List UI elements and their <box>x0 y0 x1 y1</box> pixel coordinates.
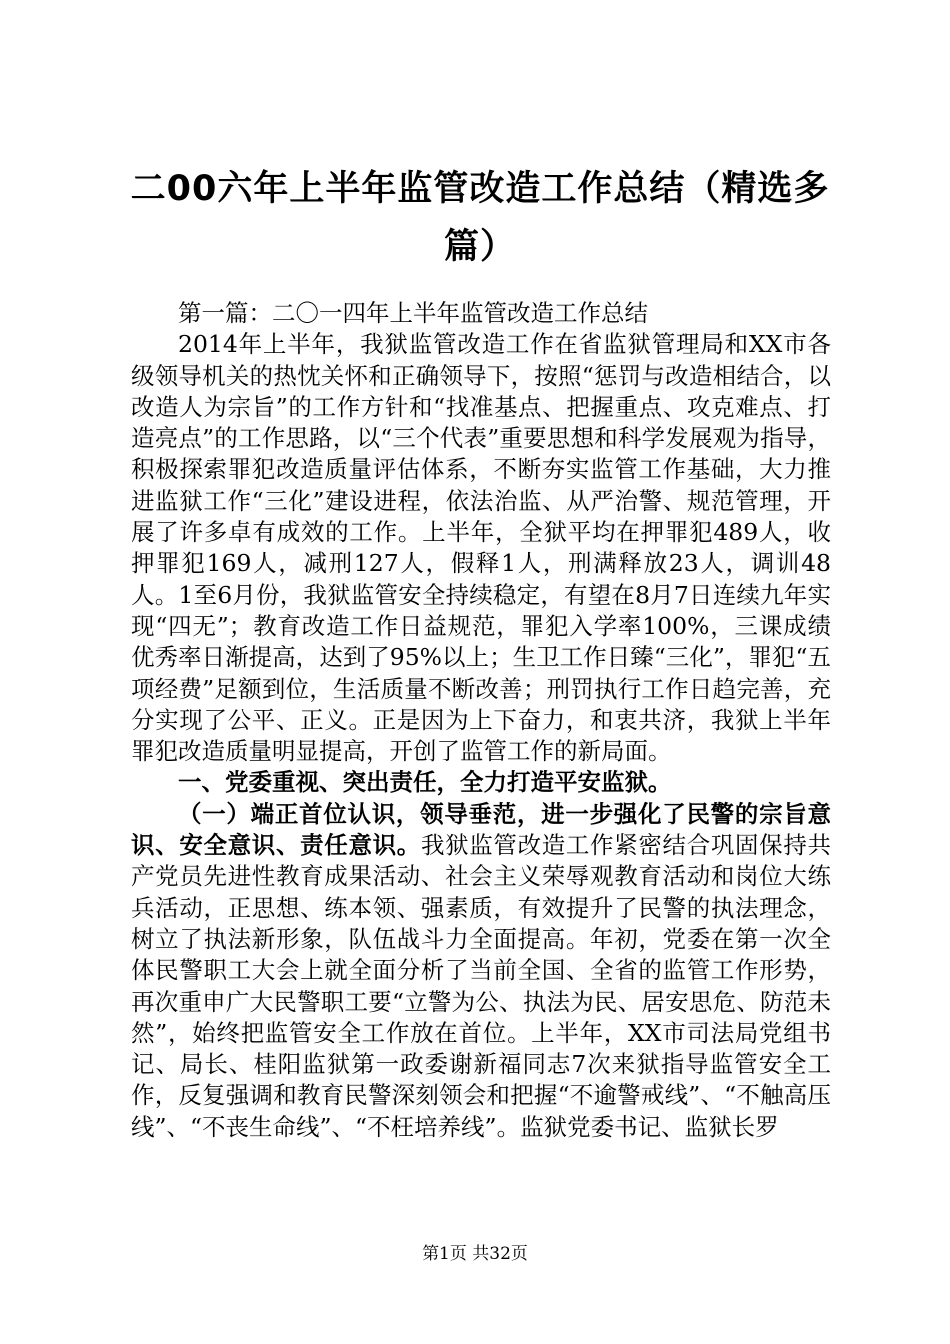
subheading-first-priority: （一）端正首位认识，领导垂范，进一步强化了民警的宗旨意识、安全意识、责任意识。 <box>131 799 831 860</box>
page-footer: 第1页 共32页 <box>422 1244 528 1264</box>
paragraph-first-priority <box>131 799 831 1143</box>
paragraph-first-priority-text: 我狱监管改造工作紧密结合巩固保持共产党员先进性教育成果活动、社会主义荣辱观教育活动和岗位大练兵活动，正思想、练本领、强素质，有效提升了民警的执法理念，树立了执法新形象，队伍战斗力全面提高。年初，党委在第一次全体民警职工大会上就全面分析了当前全国、全省的监管工作形势，再次重申广大民警职工要“立警为公、执法为民、居安思危、防范未然”，始终把监管安全工作放在首位。上半年，XX市司法局党组书记、局长、桂阳监狱第一政委谢新福同志7次来狱指导监管安全工作，反复强调和教育民警深刻领会和把握“不逾警戒线”、“不触高压线”、“不丧生命线”、“不枉培养线”。监狱党委书记、监狱长罗 <box>131 831 832 1141</box>
paragraph-summary: 2014年上半年，我狱监管改造工作在省监狱管理局和XX市各级领导机关的热忱关怀和正确领导下，按照“惩罚与改造相结合，以改造人为宗旨”的工作方针和“找准基点、把握重点、攻克难点、打造亮点”的工作思路，以“三个代表”重要思想和科学发展观为指导，积极探索罪犯改造质量评估体系，不断夯实监管工作基础，大力推进监狱工作“三化”建设进程，依法治监、从严治警、规范管理，开展了许多卓有成效的工作。上半年，全狱平均在押罪犯489人，收押罪犯169人，减刑127人，假释1人，刑满释放23人，调训48人。1至6月份，我狱监管安全持续稳定，有望在8月7日连续九年实现“四无”；教育改造工作日益规范，罪犯入学率100%，三课成绩优秀率日渐提高，达到了95%以上；生卫工作日臻“三化”，罪犯“五项经费”足额到位，生活质量不断改善；刑罚执行工作日趋完善，充分实现了公平、正义。正是因为上下奋力，和衷共济，我狱上半年罪犯改造质量明显提高，开创了监管工作的新局面。 <box>131 330 831 766</box>
document-title: 二00六年上半年监管改造工作总结（精选多篇） <box>130 169 830 267</box>
heading-party-committee: 一、党委重视、突出责任，全力打造平安监狱。 <box>178 768 672 797</box>
section-heading: 第一篇：二〇一四年上半年监管改造工作总结 <box>178 299 648 327</box>
document-body <box>131 298 831 1143</box>
